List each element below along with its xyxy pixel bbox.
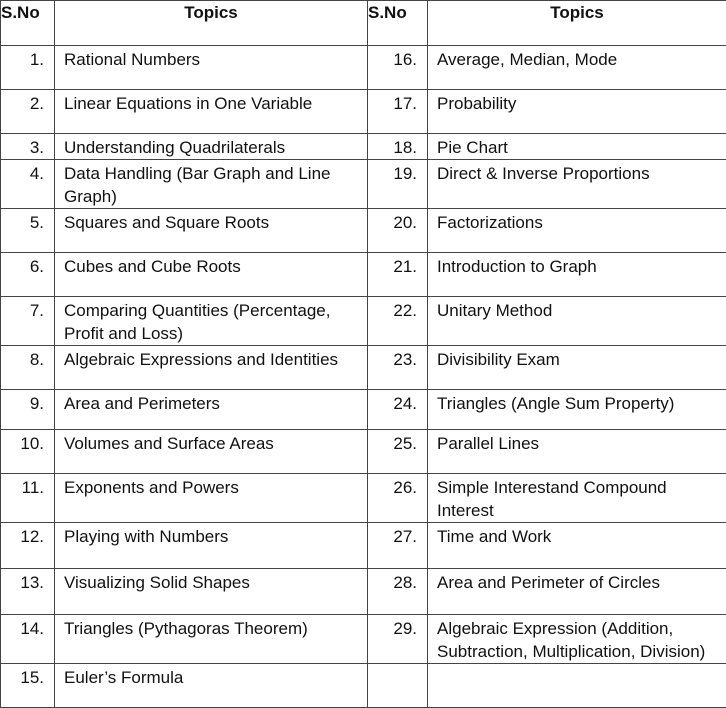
sno-cell-left: 1. [1,46,55,90]
topic-cell-left: Comparing Quantities (Percentage, Profit and Loss) [55,297,368,346]
topic-cell-right: Time and Work [428,523,726,569]
sno-cell-left: 9. [1,390,55,430]
sno-cell-left: 5. [1,209,55,253]
topic-cell-left: Data Handling (Bar Graph and Line Graph) [55,160,368,209]
topic-cell-left: Playing with Numbers [55,523,368,569]
sno-cell-left: 10. [1,430,55,474]
sno-cell-right: 27. [368,523,428,569]
table-row [1,474,726,523]
sno-cell-right [368,664,428,708]
topic-cell-left: Triangles (Pythagoras Theorem) [55,615,368,664]
topic-cell-right: Average, Median, Mode [428,46,726,90]
sno-cell-left: 6. [1,253,55,297]
topic-cell-right: Area and Perimeter of Circles [428,569,726,615]
topic-cell-left: Cubes and Cube Roots [55,253,368,297]
table-row [1,134,726,160]
sno-cell-right: 24. [368,390,428,430]
sno-cell-left: 15. [1,664,55,708]
sno-cell-right: 26. [368,474,428,523]
table-row [1,664,726,708]
topic-cell-right: Algebraic Expression (Addition, Subtraction, Multiplication, Division) [428,615,726,664]
header-topics-1: Topics [55,1,368,46]
table-row [1,430,726,474]
topic-cell-right: Direct & Inverse Proportions [428,160,726,209]
topic-cell-right: Introduction to Graph [428,253,726,297]
sno-cell-left: 4. [1,160,55,209]
header-topics-2: Topics [428,1,726,46]
sno-cell-right: 21. [368,253,428,297]
topic-cell-right: Probability [428,90,726,134]
sno-cell-left: 8. [1,346,55,390]
topic-cell-left: Exponents and Powers [55,474,368,523]
sno-cell-right: 22. [368,297,428,346]
table-row [1,209,726,253]
sno-cell-right: 16. [368,46,428,90]
sno-cell-right: 28. [368,569,428,615]
table-row [1,297,726,346]
table-row [1,253,726,297]
table-row [1,523,726,569]
table-row [1,46,726,90]
sno-cell-right: 23. [368,346,428,390]
table-row [1,160,726,209]
topic-cell-right [428,664,726,708]
table-row [1,569,726,615]
topic-cell-left: Volumes and Surface Areas [55,430,368,474]
topic-cell-right: Simple Interestand Compound Interest [428,474,726,523]
sno-cell-right: 19. [368,160,428,209]
table-row [1,90,726,134]
sno-cell-right: 18. [368,134,428,160]
topic-cell-right: Unitary Method [428,297,726,346]
topic-cell-right: Pie Chart [428,134,726,160]
topic-cell-left: Rational Numbers [55,46,368,90]
table-row [1,615,726,664]
topic-cell-left: Linear Equations in One Variable [55,90,368,134]
sno-cell-left: 2. [1,90,55,134]
sno-cell-left: 12. [1,523,55,569]
table-row [1,390,726,430]
header-sno-2: S.No [368,1,428,46]
topic-cell-right: Parallel Lines [428,430,726,474]
topic-cell-left: Visualizing Solid Shapes [55,569,368,615]
sno-cell-left: 13. [1,569,55,615]
header-sno-1: S.No [1,1,55,46]
sno-cell-left: 14. [1,615,55,664]
sno-cell-right: 17. [368,90,428,134]
table-row [1,346,726,390]
topic-cell-right: Triangles (Angle Sum Property) [428,390,726,430]
header-row [1,1,726,46]
topic-cell-left: Algebraic Expressions and Identities [55,346,368,390]
topic-cell-left: Area and Perimeters [55,390,368,430]
topic-cell-right: Divisibility Exam [428,346,726,390]
sno-cell-left: 3. [1,134,55,160]
sno-cell-right: 29. [368,615,428,664]
sno-cell-right: 20. [368,209,428,253]
topic-cell-left: Squares and Square Roots [55,209,368,253]
topic-cell-left: Euler’s Formula [55,664,368,708]
sno-cell-right: 25. [368,430,428,474]
topic-cell-left: Understanding Quadrilaterals [55,134,368,160]
sno-cell-left: 7. [1,297,55,346]
sno-cell-left: 11. [1,474,55,523]
topic-cell-right: Factorizations [428,209,726,253]
